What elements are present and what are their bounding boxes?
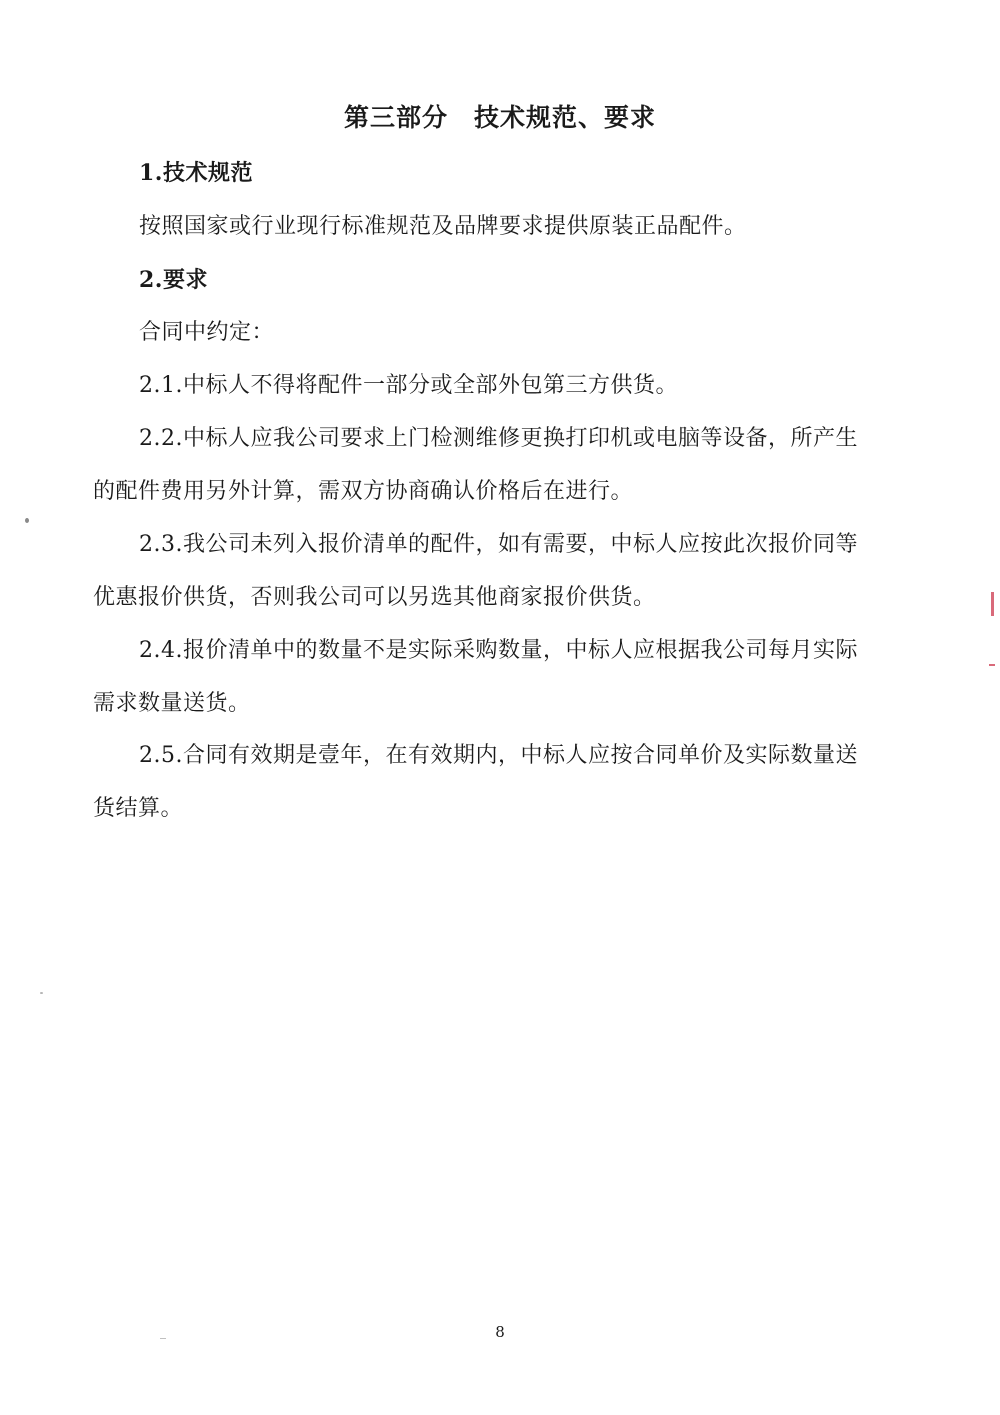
clause-2-1: 2.1.中标人不得将配件一部分或全部外包第三方供货。 xyxy=(139,373,678,398)
scan-speck xyxy=(25,518,29,523)
clause-2-2-line1: 2.2.中标人应我公司要求上门检测维修更换打印机或电脑等设备，所产生 xyxy=(139,426,858,451)
document-title: 第三部分 技术规范、要求 xyxy=(343,103,656,132)
scan-speck xyxy=(160,1338,166,1339)
edge-stamp-mark xyxy=(991,592,994,616)
clause-2-2-line2: 的配件费用另外计算，需双方协商确认价格后在进行。 xyxy=(93,479,634,504)
clause-2-3-line1: 2.3.我公司未列入报价清单的配件，如有需要，中标人应按此次报价同等 xyxy=(139,532,858,557)
section-heading-technical-spec: 1.技术规范 xyxy=(139,160,253,186)
clause-2-4-line2: 需求数量送货。 xyxy=(93,691,251,716)
clause-2-5-line1: 2.5.合同有效期是壹年，在有效期内，中标人应按合同单价及实际数量送 xyxy=(139,743,858,768)
clause-2-4-line1: 2.4.报价清单中的数量不是实际采购数量，中标人应根据我公司每月实际 xyxy=(139,638,858,663)
section-heading-requirements: 2.要求 xyxy=(139,267,208,293)
scan-speck xyxy=(40,992,43,994)
edge-stamp-mark xyxy=(989,664,995,666)
paragraph-contract-intro: 合同中约定： xyxy=(139,320,275,345)
paragraph-technical-spec: 按照国家或行业现行标准规范及品牌要求提供原装正品配件。 xyxy=(139,214,747,239)
page-number: 8 xyxy=(495,1323,505,1341)
clause-2-3-line2: 优惠报价供货，否则我公司可以另选其他商家报价供货。 xyxy=(93,585,656,610)
clause-2-5-line2: 货结算。 xyxy=(93,796,184,821)
